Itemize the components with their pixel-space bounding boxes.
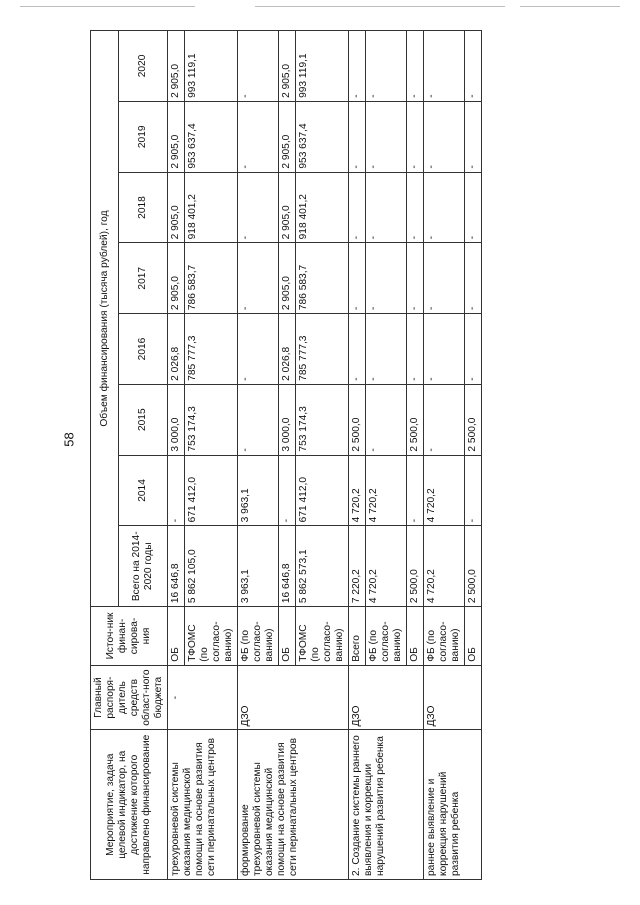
year-cell: - bbox=[238, 172, 279, 243]
year-cell: - bbox=[424, 384, 465, 455]
total-cell: 4 720,2 bbox=[424, 526, 465, 607]
source-cell: ТФОМС (по согласо-ванию) bbox=[296, 607, 349, 666]
year-cell: - bbox=[366, 314, 407, 385]
year-cell: - bbox=[366, 172, 407, 243]
year-cell: - bbox=[238, 243, 279, 314]
year-cell: - bbox=[366, 243, 407, 314]
year-cell: 918 401,2 bbox=[185, 172, 238, 243]
year-cell: - bbox=[366, 384, 407, 455]
year-cell: - bbox=[465, 455, 482, 526]
year-cell: 2 026,8 bbox=[279, 314, 296, 385]
scan-artifact-line bbox=[255, 6, 505, 7]
source-cell: ОБ bbox=[168, 607, 185, 666]
year-cell: 2 905,0 bbox=[279, 31, 296, 102]
total-cell: 3 963,1 bbox=[238, 526, 279, 607]
year-cell: 671 412,0 bbox=[296, 455, 349, 526]
year-cell: - bbox=[349, 101, 366, 172]
rotated-table-container bbox=[90, 30, 560, 880]
year-cell: - bbox=[424, 314, 465, 385]
year-cell: 785 777,3 bbox=[185, 314, 238, 385]
year-cell: - bbox=[407, 172, 424, 243]
year-cell: 4 720,2 bbox=[424, 455, 465, 526]
manager-cell: ДЗО bbox=[238, 665, 349, 730]
measure-cell: формирование трехуровневой системы оказания медицинской помощи на основе развития сети перинатальных центров bbox=[238, 730, 349, 880]
year-cell: - bbox=[465, 101, 482, 172]
year-cell: - bbox=[238, 384, 279, 455]
header-year: 2020 bbox=[119, 31, 168, 102]
header-year: 2017 bbox=[119, 243, 168, 314]
year-cell: 753 174,3 bbox=[185, 384, 238, 455]
table-row bbox=[238, 31, 279, 880]
total-cell: 16 646,8 bbox=[168, 526, 185, 607]
scan-artifact-line bbox=[520, 6, 620, 7]
year-cell: 3 963,1 bbox=[238, 455, 279, 526]
source-cell: ТФОМС (по согласо-ванию) bbox=[185, 607, 238, 666]
year-cell: 2 500,0 bbox=[465, 384, 482, 455]
header-measure: Мероприятие, задача целевой индикатор, на достижение которого направлено финансирование bbox=[91, 730, 168, 880]
year-cell: 3 000,0 bbox=[279, 384, 296, 455]
total-cell: 16 646,8 bbox=[279, 526, 296, 607]
year-cell: - bbox=[424, 101, 465, 172]
year-cell: 918 401,2 bbox=[296, 172, 349, 243]
year-cell: 993 119,1 bbox=[296, 31, 349, 102]
year-cell: - bbox=[349, 243, 366, 314]
year-cell: - bbox=[424, 243, 465, 314]
year-cell: - bbox=[407, 314, 424, 385]
year-cell: 2 905,0 bbox=[168, 243, 185, 314]
year-cell: - bbox=[238, 314, 279, 385]
year-cell: - bbox=[349, 172, 366, 243]
year-cell: 786 583,7 bbox=[185, 243, 238, 314]
year-cell: - bbox=[366, 101, 407, 172]
scan-artifact-line bbox=[20, 6, 195, 7]
header-financing-volume: Объем финансирования (тысяча рублей), год bbox=[91, 31, 119, 607]
year-cell: - bbox=[465, 243, 482, 314]
table-row bbox=[349, 31, 366, 880]
year-cell: 2 905,0 bbox=[279, 172, 296, 243]
financing-table bbox=[90, 30, 482, 880]
year-cell: - bbox=[407, 101, 424, 172]
year-cell: 753 174,3 bbox=[296, 384, 349, 455]
year-cell: 2 905,0 bbox=[168, 31, 185, 102]
year-cell: - bbox=[349, 314, 366, 385]
year-cell: 3 000,0 bbox=[168, 384, 185, 455]
year-cell: - bbox=[407, 31, 424, 102]
page-number: 58 bbox=[61, 432, 77, 447]
header-source: Источ-ник финан-сирова-ния bbox=[91, 607, 168, 666]
year-cell: - bbox=[168, 455, 185, 526]
total-cell: 7 220,2 bbox=[349, 526, 366, 607]
year-cell: 2 500,0 bbox=[349, 384, 366, 455]
manager-cell: ДЗО bbox=[424, 665, 482, 730]
measure-cell: раннее выявление и коррекция нарушений развития ребенка bbox=[424, 730, 482, 880]
year-cell: - bbox=[465, 31, 482, 102]
source-cell: Всего bbox=[349, 607, 366, 666]
year-cell: 2 905,0 bbox=[168, 172, 185, 243]
year-cell: - bbox=[238, 101, 279, 172]
header-year: 2015 bbox=[119, 384, 168, 455]
source-cell: ФБ (по согласо-ванию) bbox=[238, 607, 279, 666]
header-year: 2016 bbox=[119, 314, 168, 385]
total-cell: 2 500,0 bbox=[407, 526, 424, 607]
year-cell: - bbox=[465, 314, 482, 385]
year-cell: - bbox=[238, 31, 279, 102]
year-cell: - bbox=[366, 31, 407, 102]
table-row bbox=[424, 31, 465, 880]
year-cell: - bbox=[424, 172, 465, 243]
manager-cell: - bbox=[168, 665, 238, 730]
year-cell: - bbox=[279, 455, 296, 526]
year-cell: - bbox=[407, 243, 424, 314]
year-cell: 2 905,0 bbox=[279, 243, 296, 314]
header-total: Всего на 2014-2020 годы bbox=[119, 526, 168, 607]
total-cell: 4 720,2 bbox=[366, 526, 407, 607]
year-cell: - bbox=[407, 455, 424, 526]
header-manager: Главный распоря-дитель средств област-ного бюджета bbox=[91, 665, 168, 730]
year-cell: 2 500,0 bbox=[407, 384, 424, 455]
total-cell: 5 862 573,1 bbox=[296, 526, 349, 607]
header-year: 2019 bbox=[119, 101, 168, 172]
year-cell: 785 777,3 bbox=[296, 314, 349, 385]
source-cell: ФБ (по согласо-ванию) bbox=[366, 607, 407, 666]
year-cell: 4 720,2 bbox=[366, 455, 407, 526]
year-cell: 786 583,7 bbox=[296, 243, 349, 314]
source-cell: ОБ bbox=[407, 607, 424, 666]
total-cell: 5 862 105,0 bbox=[185, 526, 238, 607]
year-cell: - bbox=[424, 31, 465, 102]
table-row bbox=[168, 31, 185, 880]
year-cell: 953 637,4 bbox=[185, 101, 238, 172]
year-cell: - bbox=[465, 172, 482, 243]
source-cell: ОБ bbox=[465, 607, 482, 666]
header-year: 2014 bbox=[119, 455, 168, 526]
total-cell: 2 500,0 bbox=[465, 526, 482, 607]
source-cell: ФБ (по согласо-ванию) bbox=[424, 607, 465, 666]
year-cell: 953 637,4 bbox=[296, 101, 349, 172]
year-cell: - bbox=[349, 31, 366, 102]
year-cell: 2 905,0 bbox=[279, 101, 296, 172]
year-cell: 2 905,0 bbox=[168, 101, 185, 172]
year-cell: 4 720,2 bbox=[349, 455, 366, 526]
year-cell: 993 119,1 bbox=[185, 31, 238, 102]
measure-cell: трехуровневой системы оказания медицинской помощи на основе развития сети перинатальных центров bbox=[168, 730, 238, 880]
year-cell: 2 026,8 bbox=[168, 314, 185, 385]
measure-cell: 2. Создание системы раннего выявления и коррекции нарушений развития ребенка bbox=[349, 730, 424, 880]
header-year: 2018 bbox=[119, 172, 168, 243]
source-cell: ОБ bbox=[279, 607, 296, 666]
manager-cell: ДЗО bbox=[349, 665, 424, 730]
year-cell: 671 412,0 bbox=[185, 455, 238, 526]
